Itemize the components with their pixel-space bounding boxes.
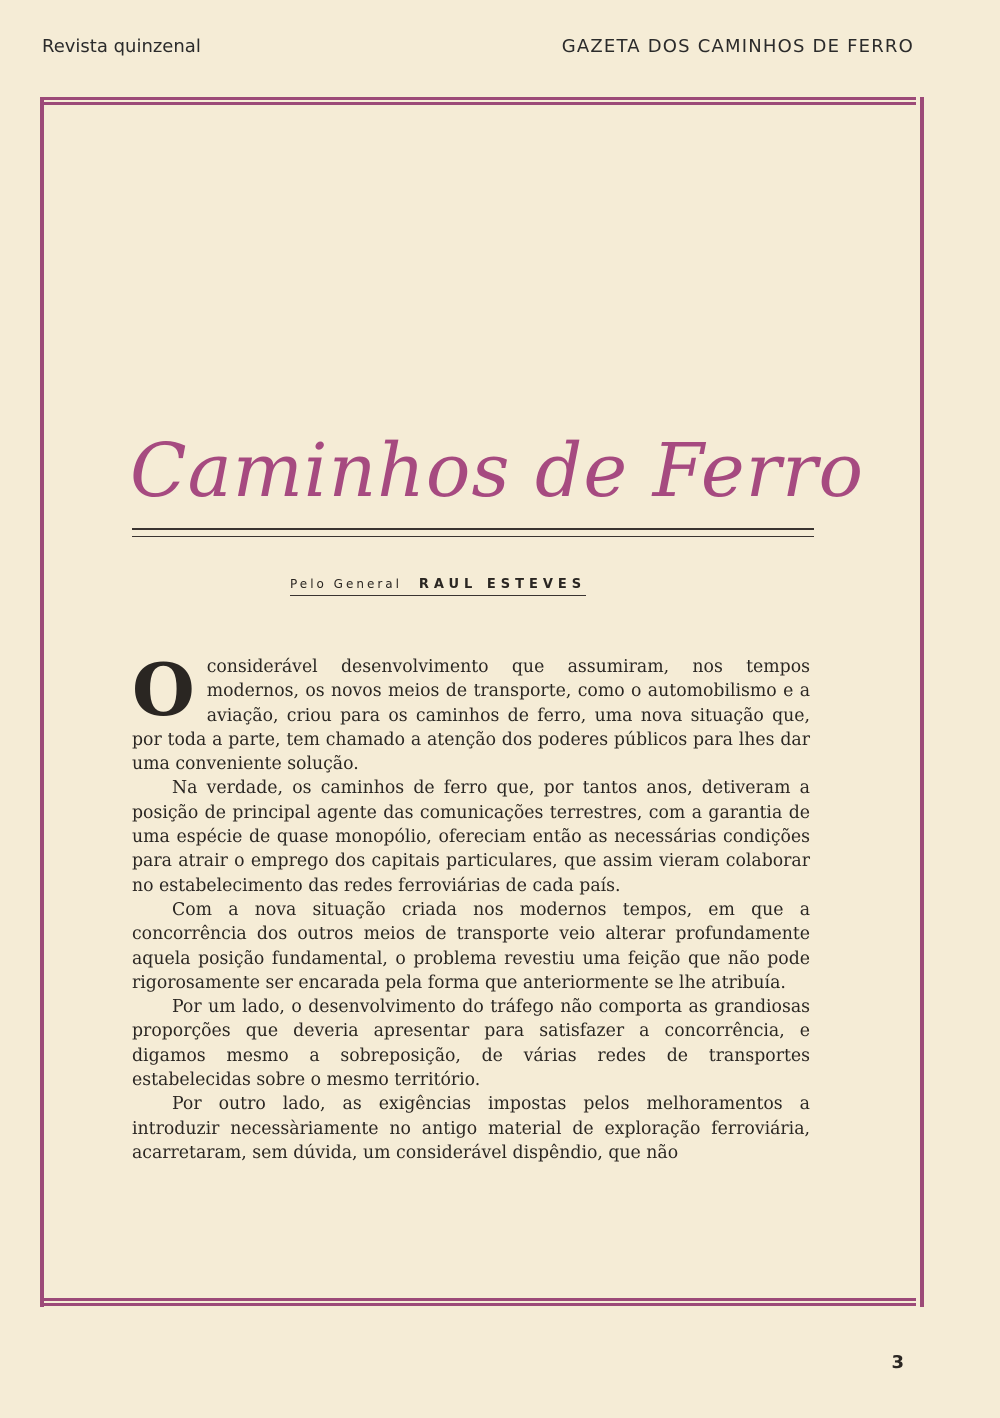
paragraph-1-text: considerável desenvolvimento que assumiram, nos tempos modernos, os novos meios de transporte, como o automobilismo e a aviação, criou para os caminhos de ferro, uma nova situação que, por toda a parte, tem chamado a atenção dos poderes públicos para lhes dar uma conveniente solução. xyxy=(132,657,810,775)
article-body xyxy=(132,647,810,1165)
frame-top-rule xyxy=(40,97,916,105)
article-title: Caminhos de Ferro xyxy=(130,428,865,514)
running-header-right: GAZETA DOS CAMINHOS DE FERRO xyxy=(561,36,914,57)
author-name: RAUL ESTEVES xyxy=(418,577,587,592)
frame-bottom-rule xyxy=(40,1298,916,1306)
paragraph-4: Por um lado, o desenvolvimento do tráfego não comporta as grandiosas proporções que deveria apresentar para satisfazer a concorrência, e digamos mesmo a sobreposição, de várias redes de transportes estabelecidas sobre o mesmo território. xyxy=(132,997,810,1091)
byline-prefix: Pelo General xyxy=(290,577,402,591)
paragraph-2: Na verdade, os caminhos de ferro que, por tantos anos, detiveram a posição de principal agente das comunicações terrestres, com a garantia de uma espécie de quase monopólio, ofereciam então as necessárias condições para atrair o emprego dos capitais particulares, que assim vieram colaborar no estabelecimento das redes ferroviárias de cada país. xyxy=(132,778,810,896)
title-double-rule xyxy=(132,528,814,537)
drop-cap: O xyxy=(132,647,195,732)
running-header-left: Revista quinzenal xyxy=(42,36,201,57)
byline xyxy=(290,577,586,596)
paragraph-1 xyxy=(132,647,810,776)
paragraph-5: Por outro lado, as exigências impostas pelos melhoramentos a introduzir necessàriamente no antigo material de exploração ferroviária, acarretaram, sem dúvida, um considerável dispêndio, que não xyxy=(132,1094,810,1163)
page-number: 3 xyxy=(891,1352,904,1373)
paragraph-3: Com a nova situação criada nos modernos tempos, em que a concorrência dos outros meios de transporte veio alterar profundamente aquela posição fundamental, o problema revestiu uma feição que não pode rigorosamente ser encarada pela forma que anteriormente se lhe atribuía. xyxy=(132,899,810,993)
